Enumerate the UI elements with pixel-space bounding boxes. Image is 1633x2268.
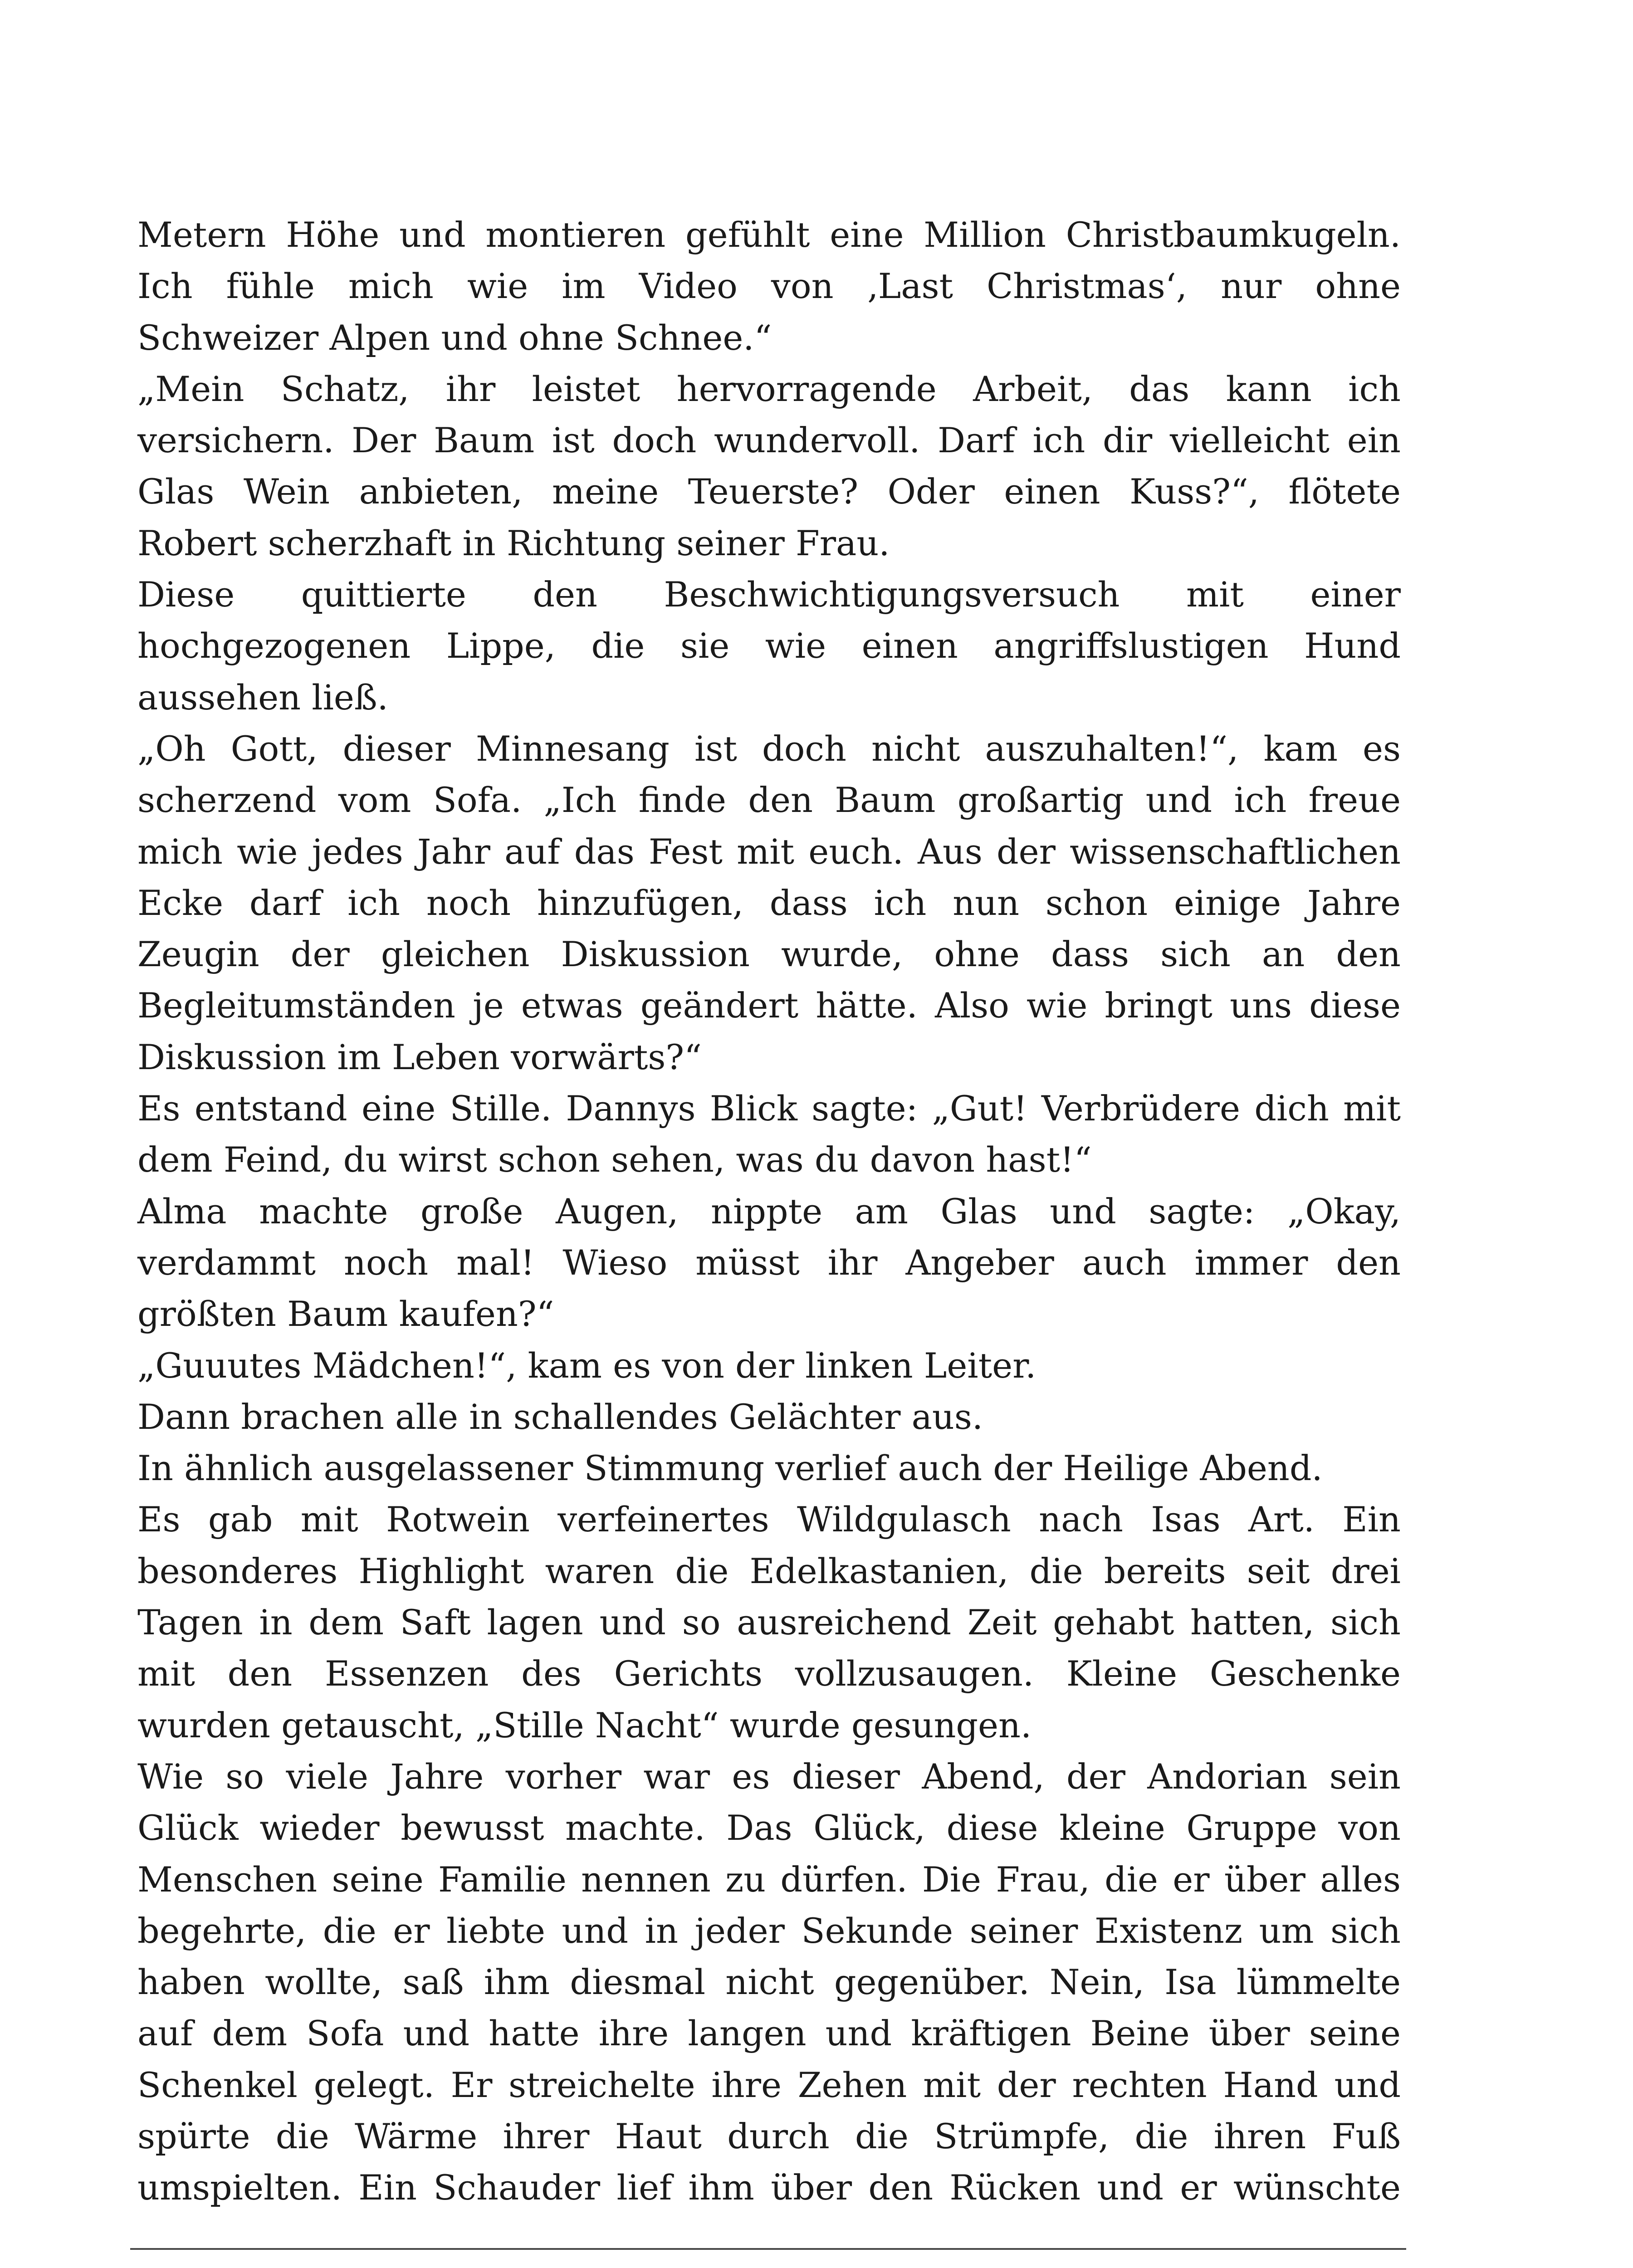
text-line: Robert scherzhaft in Richtung seiner Frau. — [137, 523, 890, 563]
text-line: hochgezogenen Lippe, die sie wie einen angriffslustigen Hund — [137, 626, 1401, 666]
text-line: begehrte, die er liebte und in jeder Sekunde seiner Existenz um sich — [137, 1910, 1401, 1951]
text-line: verdammt noch mal! Wieso müsst ihr Angeber auch immer den — [137, 1242, 1401, 1283]
body-text — [137, 209, 1401, 2214]
text-line: Dann brachen alle in schallendes Gelächter aus. — [137, 1396, 983, 1437]
text-line: mich wie jedes Jahr auf das Fest mit euch. Aus der wissenschaftlichen — [137, 831, 1401, 872]
text-line: Schenkel gelegt. Er streichelte ihre Zehen mit der rechten Hand und — [137, 2064, 1401, 2105]
text-line: In ähnlich ausgelassener Stimmung verlief auch der Heilige Abend. — [137, 1448, 1323, 1489]
text-line: aussehen ließ. — [137, 677, 388, 718]
text-line: versichern. Der Baum ist doch wundervoll. Darf ich dir vielleicht ein — [137, 420, 1401, 461]
text-line: Es entstand eine Stille. Dannys Blick sagte: „Gut! Verbrüdere dich mit — [137, 1088, 1401, 1129]
text-line: größten Baum kaufen?“ — [137, 1294, 554, 1334]
text-line: Zeugin der gleichen Diskussion wurde, ohne dass sich an den — [137, 934, 1401, 975]
text-line: Metern Höhe und montieren gefühlt eine Million Christbaumkugeln. — [137, 215, 1401, 255]
text-line: Ich fühle mich wie im Video von ‚Last Christmas‘, nur ohne — [137, 266, 1401, 307]
text-line: Begleitumständen je etwas geändert hätte. Also wie bringt uns diese — [137, 985, 1401, 1026]
text-line: mit den Essenzen des Gerichts vollzusaugen. Kleine Geschenke — [137, 1653, 1401, 1694]
text-line: haben wollte, saß ihm diesmal nicht gegenüber. Nein, Isa lümmelte — [137, 1962, 1401, 2003]
text-line: spürte die Wärme ihrer Haut durch die Strümpfe, die ihren Fuß — [137, 2116, 1401, 2156]
text-line: Diskussion im Leben vorwärts?“ — [137, 1036, 702, 1077]
footer-divider — [130, 2248, 1406, 2250]
text-line: dem Feind, du wirst schon sehen, was du davon hast!“ — [137, 1139, 1092, 1180]
text-line: Tagen in dem Saft lagen und so ausreichend Zeit gehabt hatten, sich — [137, 1602, 1401, 1643]
text-line: „Guuutes Mädchen!“, kam es von der linken Leiter. — [137, 1345, 1037, 1386]
text-line: „Oh Gott, dieser Minnesang ist doch nicht auszuhalten!“, kam es — [137, 728, 1401, 769]
text-line: „Mein Schatz, ihr leistet hervorragende Arbeit, das kann ich — [137, 368, 1401, 409]
text-line: auf dem Sofa und hatte ihre langen und kräftigen Beine über seine — [137, 2013, 1401, 2054]
text-line: besonderes Highlight waren die Edelkastanien, die bereits seit drei — [137, 1550, 1401, 1591]
text-line: umspielten. Ein Schauder lief ihm über den Rücken und er wünschte — [137, 2167, 1401, 2208]
text-line: Menschen seine Familie nennen zu dürfen. Die Frau, die er über alles — [137, 1859, 1401, 1900]
text-line: Diese quittierte den Beschwichtigungsversuch mit einer — [137, 574, 1401, 615]
text-line: Es gab mit Rotwein verfeinertes Wildgulasch nach Isas Art. Ein — [137, 1499, 1401, 1540]
text-line: Alma machte große Augen, nippte am Glas und sagte: „Okay, — [137, 1191, 1401, 1232]
text-line: Ecke darf ich noch hinzufügen, dass ich nun schon einige Jahre — [137, 882, 1401, 923]
text-line: scherzend vom Sofa. „Ich finde den Baum großartig und ich freue — [137, 780, 1401, 821]
text-line: wurden getauscht, „Stille Nacht“ wurde gesungen. — [137, 1705, 1032, 1745]
text-line: Glas Wein anbieten, meine Teuerste? Oder einen Kuss?“, flötete — [137, 471, 1401, 512]
text-line: Schweizer Alpen und ohne Schnee.“ — [137, 317, 772, 358]
text-line: Glück wieder bewusst machte. Das Glück, diese kleine Gruppe von — [137, 1808, 1401, 1848]
text-line: Wie so viele Jahre vorher war es dieser Abend, der Andorian sein — [137, 1756, 1401, 1797]
